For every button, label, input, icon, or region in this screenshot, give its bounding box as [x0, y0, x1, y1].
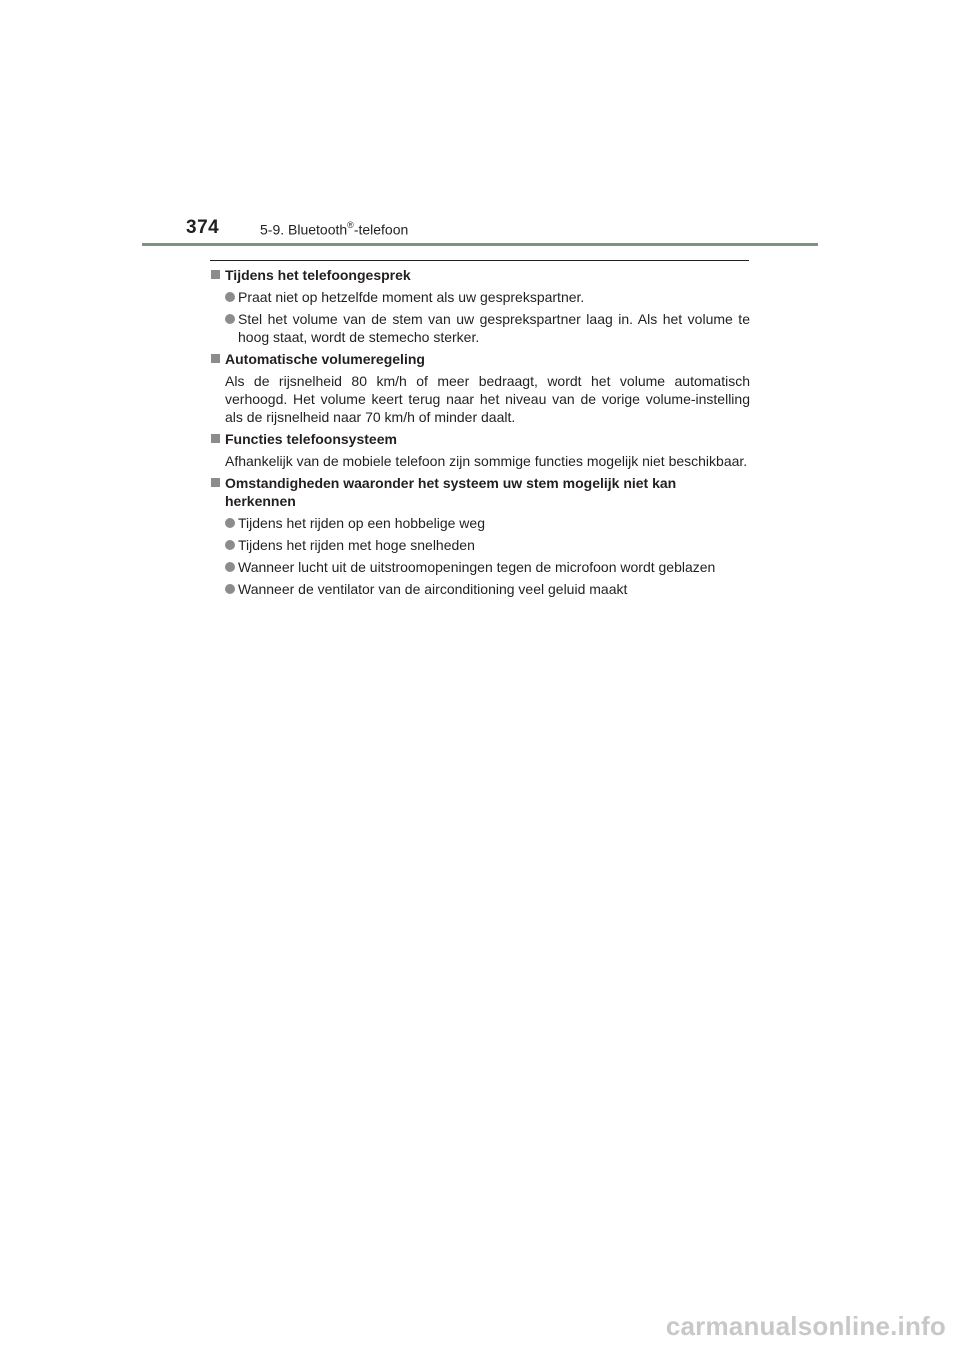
heading-text: Functies telefoonsysteem: [225, 431, 397, 447]
square-bullet-icon: [211, 478, 220, 487]
square-bullet-icon: [211, 270, 220, 279]
page-number: 374: [186, 217, 220, 238]
heading-during-call: [210, 266, 750, 284]
paragraph-auto-volume: Als de rijsnelheid 80 km/h of meer bedraagt, wordt het volume automatisch verhoogd. Het volume keert terug naar het niveau van de vorige volume-instelling als de rijsnelheid naar 70 km/h of minder daalt.: [225, 373, 750, 425]
header-rule: [142, 243, 818, 246]
list-item: [210, 580, 750, 598]
section-title-suffix: -telefoon: [353, 221, 409, 238]
section-title-prefix: 5-9. Bluetooth: [260, 221, 348, 238]
circle-bullet-icon: [225, 540, 235, 550]
content-area: [210, 266, 750, 602]
list-item: [210, 310, 750, 346]
content-rule: [210, 260, 749, 261]
circle-bullet-icon: [225, 584, 235, 594]
list-item: [210, 558, 750, 576]
list-item: [210, 536, 750, 554]
list-item-text: Wanneer de ventilator van de airconditioning veel geluid maakt: [238, 581, 628, 597]
heading-text: Tijdens het telefoongesprek: [225, 267, 411, 283]
watermark: carmanualsonline.info: [665, 1311, 946, 1341]
circle-bullet-icon: [225, 314, 235, 324]
registered-mark: ®: [347, 220, 354, 230]
circle-bullet-icon: [225, 518, 235, 528]
list-item-text: Tijdens het rijden op een hobbelige weg: [238, 515, 485, 531]
list-item-text: Tijdens het rijden met hoge snelheden: [238, 537, 475, 553]
paragraph-phone-functions: Afhankelijk van de mobiele telefoon zijn sommige functies mogelijk niet beschikbaar.: [225, 453, 748, 469]
circle-bullet-icon: [225, 292, 235, 302]
heading-auto-volume: [210, 350, 750, 368]
section-title: [260, 221, 408, 238]
heading-text: Omstandigheden waaronder het systeem uw stem mogelijk niet kan herkennen: [225, 475, 677, 509]
list-item: [210, 514, 750, 532]
square-bullet-icon: [211, 434, 220, 443]
list-item-text: Wanneer lucht uit de uitstroomopeningen tegen de microfoon wordt geblazen: [238, 559, 716, 575]
list-item: [210, 288, 750, 306]
square-bullet-icon: [211, 354, 220, 363]
heading-voice-recognition: [210, 474, 750, 510]
heading-text: Automatische volumeregeling: [225, 351, 425, 367]
circle-bullet-icon: [225, 562, 235, 572]
list-item-text: Stel het volume van de stem van uw gesprekspartner laag in. Als het volume te hoog staat, wordt de stemecho sterker.: [238, 311, 750, 345]
heading-phone-functions: [210, 430, 750, 448]
list-item-text: Praat niet op hetzelfde moment als uw gesprekspartner.: [238, 289, 585, 305]
